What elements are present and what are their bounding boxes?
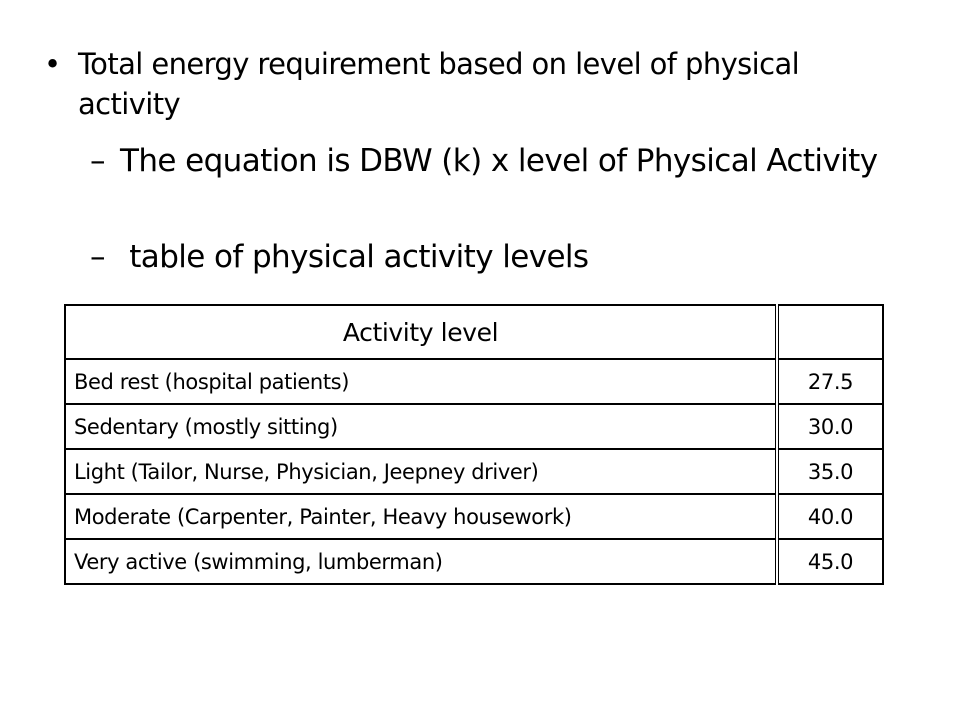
header-value xyxy=(777,305,883,359)
value-cell: 30.0 xyxy=(777,404,883,449)
value-cell: 40.0 xyxy=(777,494,883,539)
dash-icon: – xyxy=(90,143,105,179)
table-row xyxy=(65,359,883,404)
activity-level-table xyxy=(64,304,884,585)
header-activity-level: Activity level xyxy=(65,305,777,359)
table-header-row xyxy=(65,305,883,359)
activity-cell: Very active (swimming, lumberman) xyxy=(65,539,777,584)
sub-bullet-table-intro xyxy=(90,236,890,278)
value-cell: 27.5 xyxy=(777,359,883,404)
table-row xyxy=(65,494,883,539)
main-bullet xyxy=(44,44,894,124)
sub-bullet-equation xyxy=(90,140,890,182)
activity-table-container xyxy=(64,304,882,585)
sub-bullet-text: The equation is DBW (k) x level of Physical Activity xyxy=(120,143,878,179)
activity-cell: Sedentary (mostly sitting) xyxy=(65,404,777,449)
activity-cell: Light (Tailor, Nurse, Physician, Jeepney driver) xyxy=(65,449,777,494)
activity-cell: Bed rest (hospital patients) xyxy=(65,359,777,404)
table-row xyxy=(65,539,883,584)
sub-bullet-text: table of physical activity levels xyxy=(120,239,589,275)
activity-cell: Moderate (Carpenter, Painter, Heavy housework) xyxy=(65,494,777,539)
bullet-dot-icon: • xyxy=(44,47,61,81)
value-cell: 35.0 xyxy=(777,449,883,494)
table-row xyxy=(65,404,883,449)
dash-icon: – xyxy=(90,239,105,275)
value-cell: 45.0 xyxy=(777,539,883,584)
main-bullet-text: Total energy requirement based on level of physical activity xyxy=(78,47,800,121)
table-row xyxy=(65,449,883,494)
